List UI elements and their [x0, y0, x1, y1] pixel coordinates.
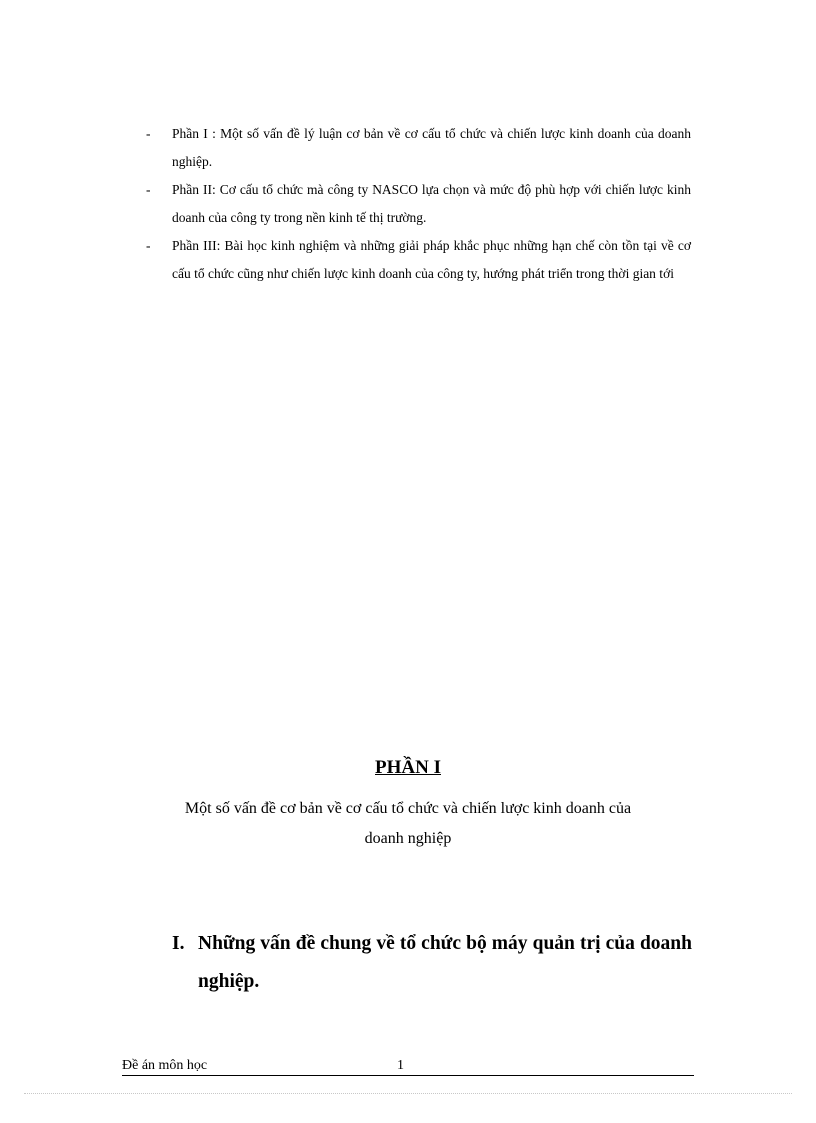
outline-item-text: Phần III: Bài học kinh nghiệm và những giải pháp khắc phục những hạn chế còn tồn tại về cơ cấu tổ chức cũng như chiến lược kinh doanh của công ty, hướng phát triển trong thời gian tới [172, 238, 691, 281]
bullet-dash: - [146, 126, 151, 141]
footer-label: Đề án môn học [122, 1058, 208, 1073]
part-title-text: PHẦN I [375, 757, 441, 778]
outline-item-text: Phần II: Cơ cấu tổ chức mà công ty NASCO lựa chọn và mức độ phù hợp với chiến lược kinh doanh của công ty trong nền kinh tế thị trường. [172, 182, 691, 225]
part-subtitle-line-2: doanh nghiệp [364, 830, 452, 847]
page-number: 1 [397, 1058, 404, 1073]
outline-item [146, 176, 691, 232]
page-footer [122, 1055, 694, 1076]
part-subtitle [110, 794, 706, 854]
section-title: Những vấn đề chung về tổ chức bộ máy quản trị của doanh nghiệp. [198, 933, 692, 992]
outline-item [146, 120, 691, 176]
outline-item-text: Phần I : Một số vấn đề lý luận cơ bản về cơ cấu tổ chức và chiến lược kinh doanh của doanh nghiệp. [172, 126, 691, 169]
bullet-dash: - [146, 182, 151, 197]
bullet-dash: - [146, 238, 151, 253]
section-heading [172, 925, 692, 1001]
section-number: I. [172, 933, 185, 954]
outline-item [146, 232, 691, 288]
outline-list [146, 120, 691, 288]
page-boundary-divider [24, 1093, 792, 1094]
part-title [110, 757, 706, 779]
part-subtitle-line-1: Một số vấn đề cơ bản về cơ cấu tổ chức và chiến lược kinh doanh của [184, 800, 632, 817]
